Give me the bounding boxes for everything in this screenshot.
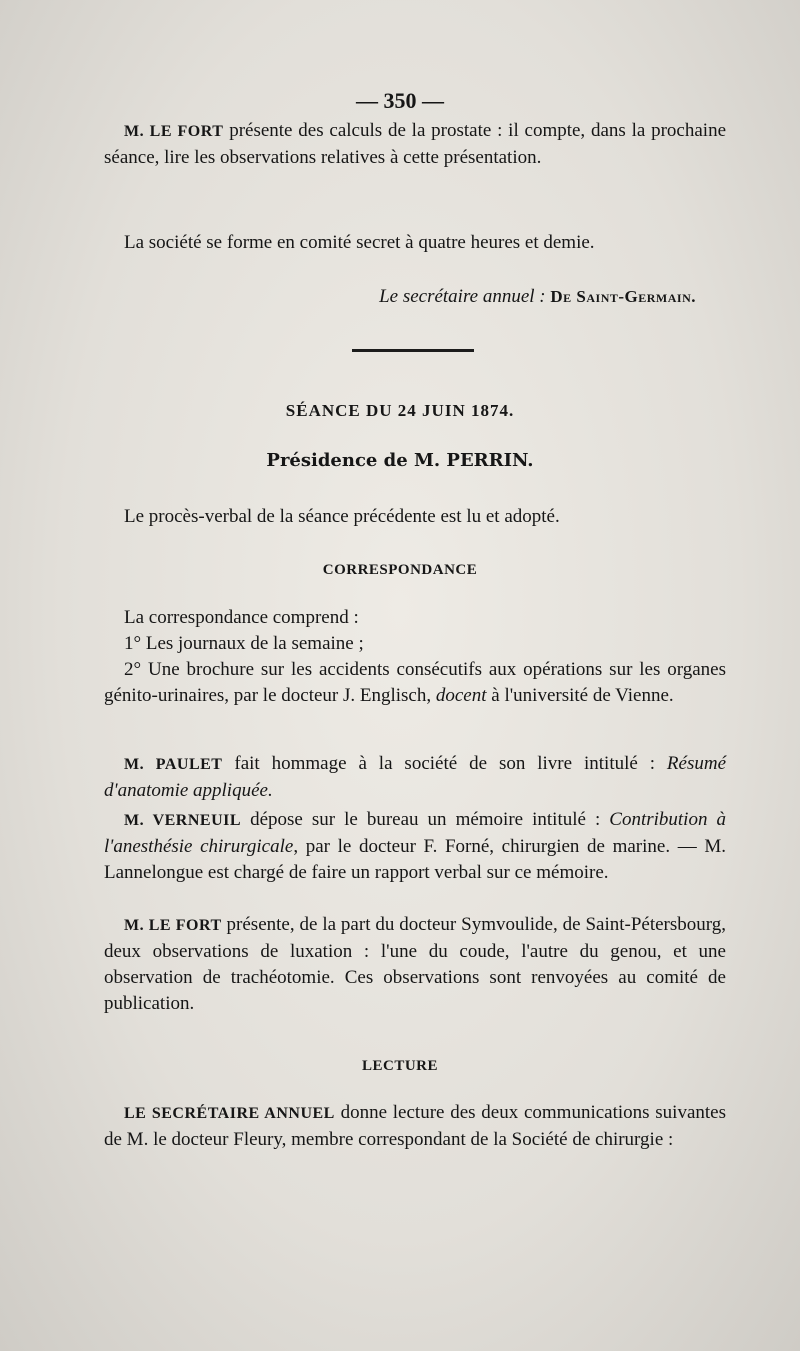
paragraph-lefort-observations (104, 912, 726, 1017)
seance-title: SÉANCE DU 24 JUIN 1874. (285, 401, 515, 420)
speaker-name: M. LE FORT (124, 123, 224, 140)
speaker-name: M. LE FORT (124, 917, 222, 934)
paragraph-proces-verbal: Le procès-verbal de la séance précédente est lu et adopté. (124, 506, 560, 527)
page-number: — 350 — (356, 88, 444, 113)
lecture-heading: LECTURE (361, 1058, 439, 1074)
paragraph-lecture (104, 1100, 726, 1153)
paragraph-lefort-prostate (104, 118, 726, 171)
speaker-name: M. PAULET (124, 756, 223, 773)
paragraph-text: fait hommage à la société de son livre intitulé : (222, 753, 667, 774)
correspondance-list (104, 605, 726, 709)
presidence-heading: Présidence de M. PERRIN. (266, 450, 534, 471)
signature-line (104, 284, 726, 310)
correspondance-heading: CORRESPONDANCE (322, 562, 478, 578)
correspondance-intro: La correspondance comprend : (124, 607, 359, 628)
paragraph-comite-secret: La société se forme en comité secret à quatre heures et demie. (124, 232, 595, 253)
book-title: Résumé d'anatomie appliquée. (104, 753, 727, 801)
paragraph-verneuil (104, 807, 726, 886)
speaker-name: M. VERNEUIL (124, 812, 242, 829)
paragraph-text: présente, de la part du docteur Symvoulide, de Saint-Pétersbourg, deux observations de luxation : l'une du coude, l'autre du genou, et une observation de trachéotomie. Ces observations sont renvoyées au comité de publication. (104, 914, 727, 1014)
item-text: 2° Une brochure sur les accidents consécutifs aux opérations sur les organes génito-urinaires, par le docteur J. Englisch, (104, 659, 726, 706)
paragraph-paulet (104, 751, 726, 804)
paragraph-text: présente des calculs de la prostate : il compte, dans la prochaine séance, lire les observations relatives à cette présentation. (104, 120, 726, 168)
paragraph-text: donne lecture des deux communications suivantes de M. le docteur Fleury, membre correspondant de la Société de chirurgie : (104, 1102, 726, 1150)
correspondance-item-1: 1° Les journaux de la semaine ; (124, 633, 364, 654)
signature-label: Le secrétaire annuel : (379, 286, 546, 307)
item-emphasis: docent (435, 685, 487, 706)
section-divider (352, 349, 474, 352)
correspondance-item-2 (104, 657, 726, 709)
speaker-name: LE SECRÉTAIRE ANNUEL (124, 1105, 335, 1122)
paragraph-text: , par le docteur F. Forné, chirurgien de marine. — M. Lannelongue est chargé de faire un rapport verbal sur ce mémoire. (104, 836, 726, 883)
memoir-title: Contribution à l'anesthésie chirurgicale (104, 809, 726, 857)
paragraph-text: dépose sur le bureau un mémoire intitulé : (241, 809, 610, 830)
signature-name: De Saint-Germain. (545, 287, 696, 306)
item-text: à l'université de Vienne. (486, 685, 674, 706)
